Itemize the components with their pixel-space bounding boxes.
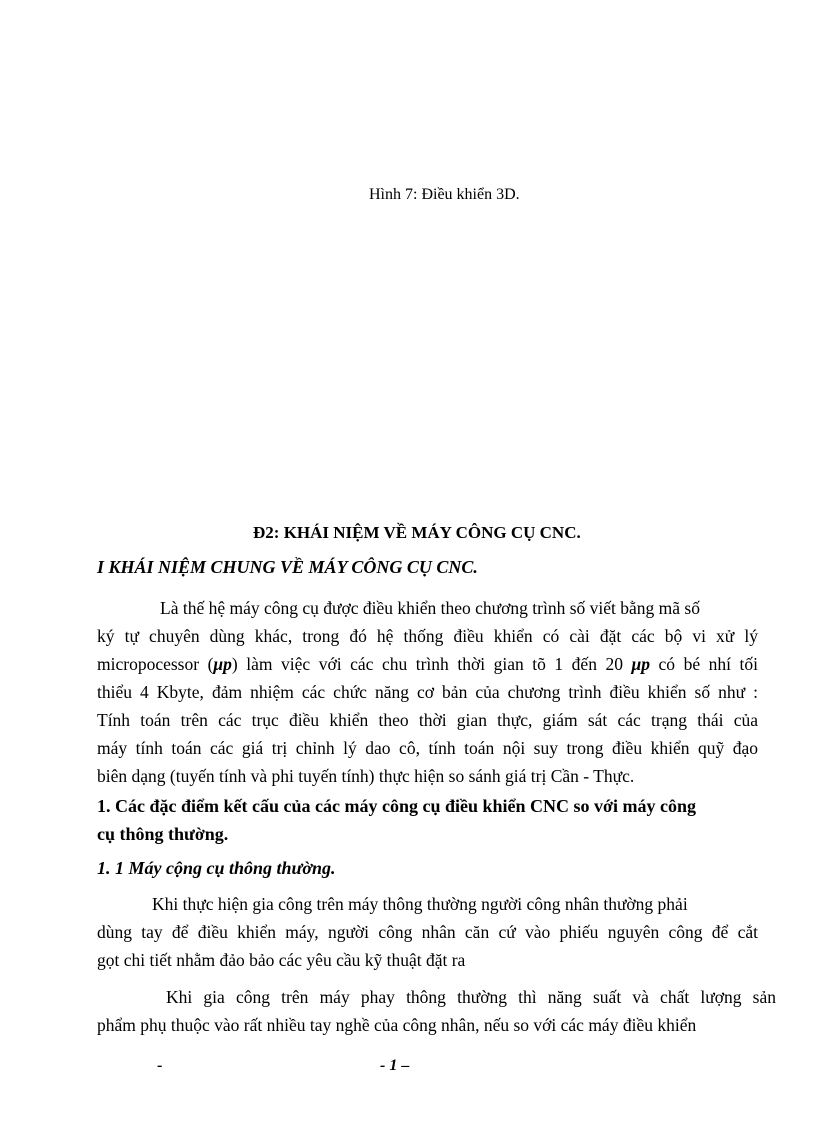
mu-symbol: μp [213, 654, 232, 674]
intro-line-7: biên dạng (tuyến tính và phi tuyến tính) thực hiện so sánh giá trị Cần - Thực. [97, 766, 635, 786]
para3-line-2: phẩm phụ thuộc vào rất nhiều tay nghề của công nhân, nếu so với các máy điều khiển [97, 1015, 697, 1035]
intro-line-6: máy tính toán các giá trị chỉnh lý dao cô, tính toán nội suy trong điều khiển quỹ đạo [97, 738, 758, 758]
para2-line-3: gọt chi tiết nhằm đảo bảo các yêu cầu kỹ thuật đặt ra [97, 950, 466, 970]
intro-line-4: thiểu 4 Kbyte, đảm nhiệm các chức năng cơ bản của chương trình điều khiển số như : [97, 682, 758, 702]
mu-symbol: μp [631, 654, 650, 674]
heading-general-concept: I KHÁI NIỆM CHUNG VỀ MÁY CÔNG CỤ CNC. [97, 557, 478, 577]
para3-line-1: Khi gia công trên máy phay thông thường thì năng suất và chất lượng sản [166, 987, 776, 1007]
intro-line-3-part-a: micropocessor ( [97, 654, 214, 674]
para2-line-1: Khi thực hiện gia công trên máy thông thường người công nhân thường phải [152, 894, 688, 914]
heading-cnc-features-line-1: 1. Các đặc điểm kết cấu của các máy công cụ điều khiển CNC so với máy công [97, 796, 696, 816]
intro-line-2: ký tự chuyên dùng khác, trong đó hệ thống điều khiển có cài đặt các bộ vi xử lý [97, 626, 758, 646]
footer-dash: - [157, 1057, 163, 1074]
heading-conventional-machine: 1. 1 Máy cộng cụ thông thường. [97, 858, 336, 878]
heading-cnc-features-line-2: cụ thông thường. [97, 824, 229, 844]
page-number: - 1 – [380, 1057, 410, 1074]
intro-line-3-part-b: ) làm việc với các chu trình thời gian tõ 1 đến 20 [231, 654, 623, 674]
section-title: Đ2: KHÁI NIỆM VỀ MÁY CÔNG CỤ CNC. [253, 523, 581, 542]
intro-line-3-part-c: có bé nhí tối [658, 654, 758, 674]
intro-line-5: Tính toán trên các trục điều khiển theo thời gian thực, giám sát các trạng thái của [97, 710, 758, 730]
intro-line-3 [97, 650, 758, 678]
para2-line-2: dùng tay để điều khiển máy, người công nhân căn cứ vào phiếu nguyên công để cắt [97, 922, 758, 942]
figure-caption: Hình 7: Điều khiển 3D. [369, 186, 520, 203]
intro-line-1: Là thế hệ máy công cụ được điều khiển theo chương trình số viết bằng mã số [160, 598, 700, 618]
